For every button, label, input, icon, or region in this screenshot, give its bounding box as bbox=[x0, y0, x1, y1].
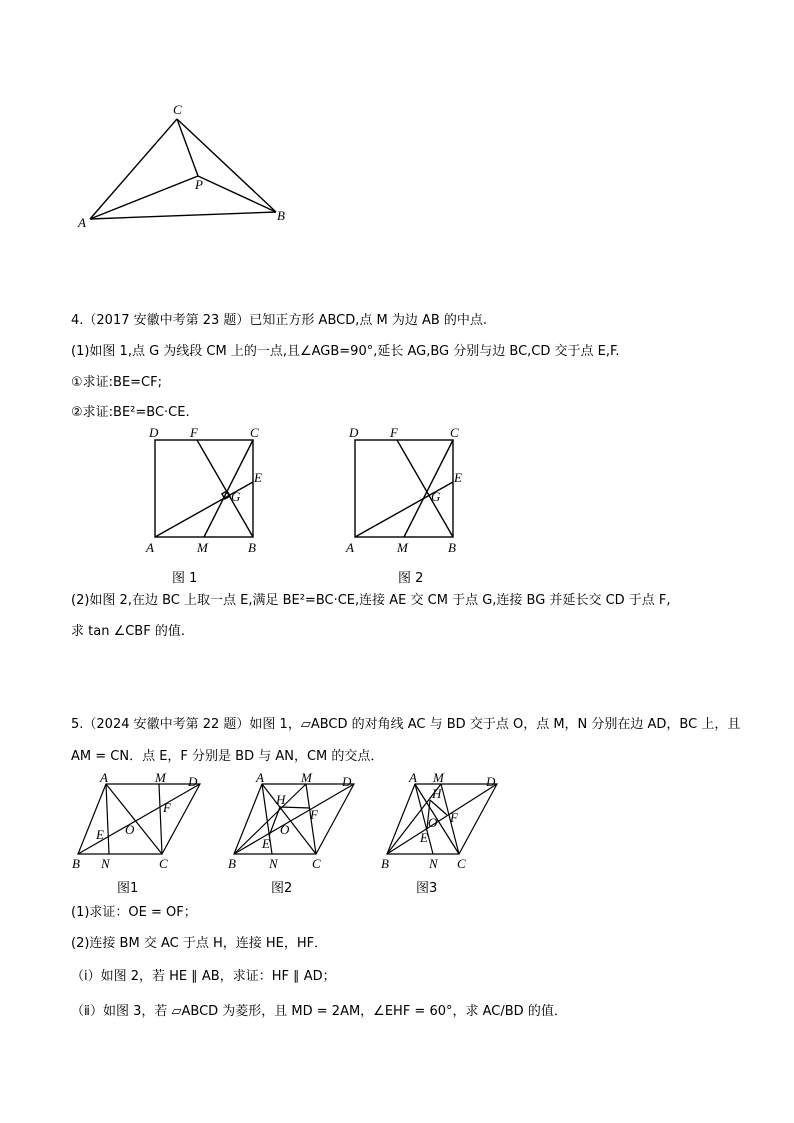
q5-part2-ii: （ⅱ）如图 3，若 ▱ABCD 为菱形，且 MD = 2AM，∠EHF = 60°，求 AC/BD 的值． bbox=[71, 1004, 567, 1019]
q5-part2: (2)连接 BM 交 AC 于点 H，连接 HE，HF． bbox=[71, 936, 328, 951]
label-c: C bbox=[159, 856, 168, 871]
label-f: F bbox=[190, 425, 198, 440]
label-d: D bbox=[188, 774, 198, 789]
label-b: B bbox=[277, 208, 285, 223]
label-b: B bbox=[228, 856, 236, 871]
label-b: B bbox=[72, 856, 80, 871]
label-m: M bbox=[397, 540, 408, 555]
label-n: N bbox=[429, 856, 438, 871]
label-b: B bbox=[381, 856, 389, 871]
label-e: E bbox=[454, 470, 462, 485]
q4-part2: (2)如图 2,在边 BC 上取一点 E,满足 BE²=BC·CE,连接 AE 交 CM 于点 G,连接 BG 并延长交 CD 于点 F, bbox=[71, 593, 671, 608]
label-d: D bbox=[486, 774, 496, 789]
q5-figure-3 bbox=[375, 772, 515, 872]
label-b: B bbox=[248, 540, 256, 555]
q4-fig2-caption: 图 2 bbox=[398, 571, 424, 586]
label-o: O bbox=[125, 822, 135, 837]
label-g: G bbox=[431, 489, 441, 504]
q4-part1: (1)如图 1,点 G 为线段 CM 上的一点,且∠AGB=90°,延长 AG,BG 分别与边 BC,CD 交于点 E,F. bbox=[71, 344, 620, 359]
label-n: N bbox=[269, 856, 278, 871]
label-f: F bbox=[450, 810, 458, 825]
label-a: A bbox=[409, 772, 417, 785]
label-e: E bbox=[96, 827, 104, 842]
q5-fig3-caption: 图3 bbox=[416, 881, 438, 896]
label-a: A bbox=[146, 540, 154, 555]
label-a: A bbox=[100, 772, 108, 785]
q5-fig1-caption: 图1 bbox=[117, 881, 139, 896]
label-n: N bbox=[101, 856, 110, 871]
q4-figure-1 bbox=[140, 422, 270, 560]
q4-sub1: ①求证:BE=CF; bbox=[71, 375, 162, 390]
label-a: A bbox=[346, 540, 354, 555]
triangle-figure bbox=[70, 100, 300, 235]
label-m: M bbox=[155, 772, 166, 785]
q5-part1: (1)求证：OE = OF； bbox=[71, 905, 197, 920]
label-d: D bbox=[349, 425, 359, 440]
q4-sub2: ②求证:BE²=BC·CE. bbox=[71, 405, 190, 420]
label-o: O bbox=[280, 822, 290, 837]
label-c: C bbox=[312, 856, 321, 871]
label-d: D bbox=[342, 774, 352, 789]
label-p: P bbox=[195, 177, 203, 192]
label-b: B bbox=[448, 540, 456, 555]
label-c: C bbox=[450, 425, 459, 440]
q5-title: 5.（2024 安徽中考第 22 题）如图 1，▱ABCD 的对角线 AC 与 BD 交于点 O，点 M，N 分别在边 AD，BC 上，且 bbox=[71, 717, 741, 732]
label-h: H bbox=[432, 786, 442, 801]
q5-figure-1 bbox=[66, 772, 206, 872]
label-h: H bbox=[276, 792, 286, 807]
q4-title: 4.（2017 安徽中考第 23 题）已知正方形 ABCD,点 M 为边 AB 的中点. bbox=[71, 313, 488, 328]
label-a: A bbox=[78, 215, 86, 230]
label-e: E bbox=[420, 830, 428, 845]
label-g: G bbox=[231, 489, 241, 504]
q4-fig1-caption: 图 1 bbox=[172, 571, 198, 586]
label-f: F bbox=[390, 425, 398, 440]
q4-figure-2 bbox=[340, 422, 470, 560]
label-a: A bbox=[256, 772, 264, 785]
label-e: E bbox=[262, 836, 270, 851]
label-c: C bbox=[173, 102, 182, 117]
label-o: O bbox=[428, 815, 438, 830]
label-c: C bbox=[250, 425, 259, 440]
q5-figure-2 bbox=[222, 772, 362, 872]
label-c: C bbox=[457, 856, 466, 871]
label-f: F bbox=[163, 800, 171, 815]
label-e: E bbox=[254, 470, 262, 485]
label-m: M bbox=[301, 772, 312, 785]
q5-title-2: AM = CN．点 E，F 分别是 BD 与 AN，CM 的交点． bbox=[71, 749, 384, 764]
label-d: D bbox=[149, 425, 159, 440]
label-f: F bbox=[310, 807, 318, 822]
q4-part2-b: 求 tan ∠CBF 的值. bbox=[71, 624, 185, 639]
label-m: M bbox=[433, 772, 444, 785]
label-m: M bbox=[197, 540, 208, 555]
q5-fig2-caption: 图2 bbox=[271, 881, 293, 896]
q5-part2-i: （ⅰ）如图 2，若 HE ∥ AB，求证：HF ∥ AD； bbox=[71, 969, 336, 984]
